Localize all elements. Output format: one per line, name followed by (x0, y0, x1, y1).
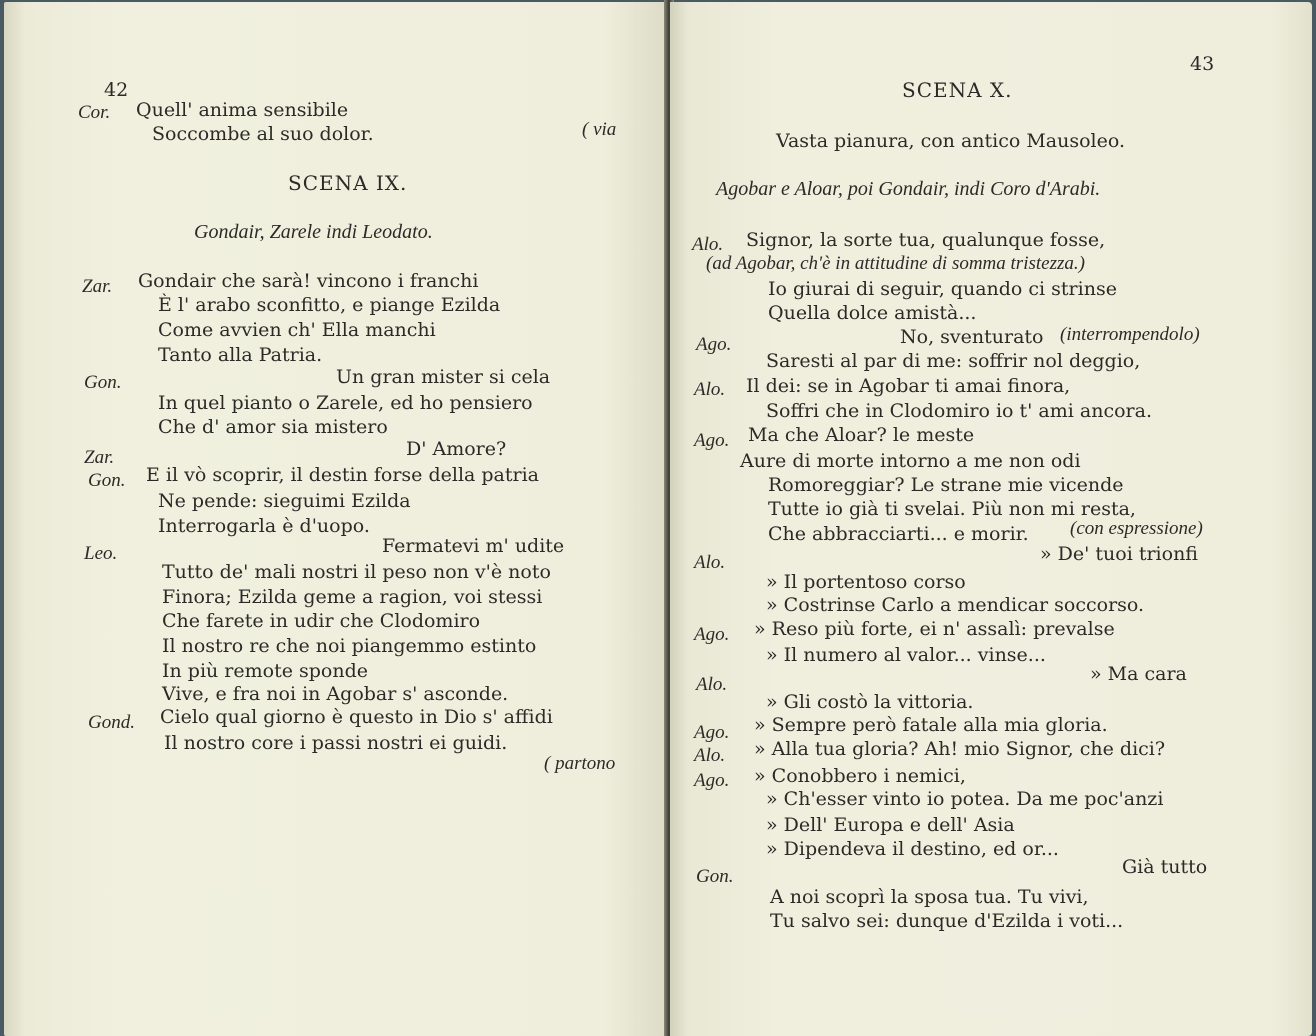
speaker-label: Gond. (88, 712, 135, 733)
verse-line: Il dei: se in Agobar ti amai finora, (746, 375, 1071, 397)
verse-line: Finora; Ezilda geme a ragion, voi stessi (162, 586, 543, 608)
verse-line: Un gran mister si cela (336, 366, 551, 388)
verse-line: Soffri che in Clodomiro io t' ami ancora. (766, 400, 1152, 422)
verse-line: Ne pende: sieguimi Ezilda (158, 490, 411, 512)
verse-line: A noi scoprì la sposa tua. Tu vivi, (770, 886, 1089, 908)
verse-line: Romoreggiar? Le strane mie vicende (768, 474, 1124, 496)
verse-line: Signor, la sorte tua, qualunque fosse, (746, 229, 1106, 251)
verse-line: D' Amore? (406, 438, 507, 460)
page-number: 42 (104, 79, 129, 101)
speaker-label: Leo. (84, 543, 118, 564)
verse-line: Già tutto (1122, 856, 1208, 878)
right-page (670, 2, 1312, 1036)
verse-line: Il nostro re che noi piangemmo estinto (162, 635, 537, 657)
verse-line: Saresti al par di me: soffrir nol deggio, (766, 350, 1141, 372)
speaker-label: Zar. (82, 276, 113, 297)
verse-line: Tutto de' mali nostri il peso non v'è noto (162, 561, 551, 583)
speaker-label: Ago. (694, 770, 730, 791)
verse-line: Che d' amor sia mistero (158, 416, 388, 438)
verse-line: » Costrinse Carlo a mendicar soccorso. (766, 594, 1145, 616)
verse-line: » Reso più forte, ei n' assalì: prevalse (754, 618, 1115, 640)
verse-line: » Ma cara (1090, 663, 1187, 685)
verse-line: In quel pianto o Zarele, ed ho pensiero (158, 392, 533, 414)
verse-line: Vive, e fra noi in Agobar s' asconde. (162, 683, 509, 705)
verse-line: » Il portentoso corso (766, 571, 966, 593)
stage-direction: (con espressione) (1070, 518, 1203, 539)
speaker-label: Alo. (694, 745, 726, 766)
verse-line: È l' arabo sconfitto, e piange Ezilda (158, 294, 501, 316)
verse-line: E il vò scoprir, il destin forse della patria (146, 464, 540, 486)
scene-heading: SCENA IX. (288, 171, 408, 195)
verse-line: Che abbracciarti... e morir. (768, 523, 1029, 545)
speaker-label: Ago. (696, 334, 732, 355)
verse-line: » Dipendeva il destino, ed or... (766, 838, 1059, 860)
verse-line: » Il numero al valor... vinse... (766, 644, 1046, 666)
scene-setting: Agobar e Aloar, poi Gondair, indi Coro d'Arabi. (716, 178, 1101, 200)
speaker-label: Ago. (694, 430, 730, 451)
verse-line: » Sempre però fatale alla mia gloria. (754, 714, 1108, 736)
verse-line: Quell' anima sensibile (136, 99, 349, 121)
stage-direction: ( partono (544, 753, 616, 774)
stage-direction: (interrompendolo) (1060, 324, 1200, 345)
verse-line: Gondair che sarà! vincono i franchi (138, 270, 479, 292)
verse-line: Interrogarla è d'uopo. (158, 515, 370, 537)
speaker-label: Gon. (696, 866, 734, 887)
verse-line: Fermatevi m' udite (382, 535, 565, 557)
verse-line: » Dell' Europa e dell' Asia (766, 814, 1015, 836)
scene-heading: SCENA X. (902, 78, 1013, 102)
speaker-label: Zar. (84, 447, 115, 468)
verse-line: » Conobbero i nemici, (754, 765, 966, 787)
verse-line: Cielo qual giorno è questo in Dio s' affidi (160, 706, 553, 728)
verse-line: No, sventurato (900, 326, 1044, 348)
verse-line: Tanto alla Patria. (158, 344, 323, 366)
speaker-label: Ago. (694, 722, 730, 743)
speaker-label: Alo. (694, 379, 726, 400)
verse-line: Quella dolce amistà... (768, 302, 977, 324)
left-page (4, 2, 668, 1036)
verse-line: Ma che Aloar? le meste (748, 424, 975, 446)
verse-line: Io giurai di seguir, quando ci strinse (768, 278, 1117, 300)
verse-line: » Ch'esser vinto io potea. Da me poc'anzi (766, 788, 1164, 810)
stage-direction: ( via (582, 119, 617, 140)
scene-location: Vasta pianura, con antico Mausoleo. (776, 130, 1126, 152)
scene-setting: Gondair, Zarele indi Leodato. (194, 221, 433, 243)
verse-line: » Gli costò la vittoria. (766, 691, 974, 713)
verse-line: Il nostro core i passi nostri ei guidi. (164, 732, 508, 754)
verse-line: In più remote sponde (162, 660, 368, 682)
speaker-label: Gon. (88, 470, 126, 491)
speaker-label: Alo. (692, 234, 724, 255)
verse-line: Aure di morte intorno a me non odi (740, 450, 1081, 472)
page-number: 43 (1190, 53, 1215, 75)
speaker-label: Alo. (696, 674, 728, 695)
speaker-label: Alo. (694, 552, 726, 573)
verse-line: Tutte io già ti svelai. Più non mi resta, (768, 498, 1136, 520)
verse-line: » De' tuoi trionfi (1040, 543, 1198, 565)
verse-line: » Alla tua gloria? Ah! mio Signor, che dici? (754, 738, 1166, 760)
verse-line: Tu salvo sei: dunque d'Ezilda i voti... (770, 910, 1124, 932)
stage-direction: (ad Agobar, ch'è in attitudine di somma tristezza.) (706, 253, 1085, 274)
verse-line: Che farete in udir che Clodomiro (162, 610, 481, 632)
speaker-label: Gon. (84, 372, 122, 393)
verse-line: Soccombe al suo dolor. (152, 123, 374, 145)
speaker-label: Cor. (78, 102, 111, 123)
verse-line: Come avvien ch' Ella manchi (158, 319, 436, 341)
speaker-label: Ago. (694, 624, 730, 645)
